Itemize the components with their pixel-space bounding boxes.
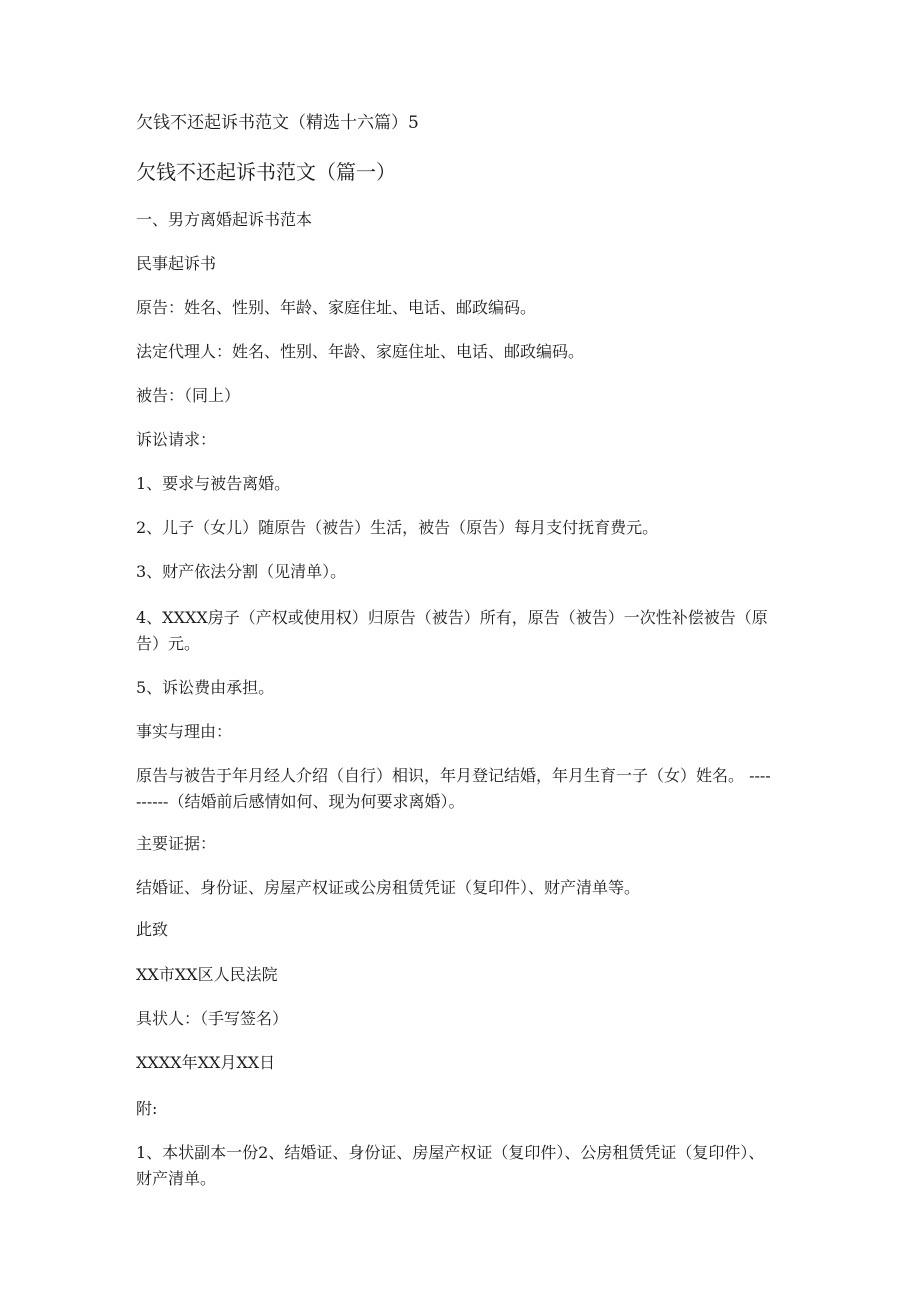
claim-item-3: 3、财产依法分割（见清单）。 <box>136 562 347 581</box>
claim-item-2: 2、儿子（女儿）随原告（被告）生活，被告（原告）每月支付抚育费元。 <box>136 518 659 537</box>
facts-paragraph: 原告与被告于年月经人介绍（自行）相识，年月登记结婚，年月生育一子（女）姓名。 ----------（结婚前后感情如何、现为何要求离婚）。 <box>136 766 771 811</box>
defendant-line: 被告：（同上） <box>136 386 241 405</box>
salutation: 此致 <box>136 920 169 939</box>
section-title: 欠钱不还起诉书范文（篇一） <box>136 160 396 184</box>
facts-heading: 事实与理由： <box>136 722 233 741</box>
document-title: 欠钱不还起诉书范文（精选十六篇）5 <box>136 113 419 133</box>
attachments-heading: 附: <box>136 1099 158 1118</box>
court-name: XX市XX区人民法院 <box>136 965 278 984</box>
heading-divorce-template: 一、男方离婚起诉书范本 <box>136 210 313 229</box>
signature-line: 具状人：（手写签名） <box>136 1009 289 1028</box>
attachments-list: 1、本状副本一份2、结婚证、身份证、房屋产权证（复印件）、公房租赁凭证（复印件）、财产清单。 <box>136 1143 765 1188</box>
claim-item-4: 4、XXXX房子（产权或使用权）归原告（被告）所有，原告（被告）一次性补偿被告（原告）元。 <box>136 608 768 653</box>
heading-civil-complaint: 民事起诉书 <box>136 254 217 273</box>
plaintiff-line: 原告：姓名、性别、年龄、家庭住址、电话、邮政编码。 <box>136 298 537 317</box>
legal-representative-line: 法定代理人：姓名、性别、年龄、家庭住址、电话、邮政编码。 <box>136 342 585 361</box>
date-line: XXXX年XX月XX日 <box>136 1053 276 1072</box>
claims-heading: 诉讼请求： <box>136 430 217 449</box>
evidence-list: 结婚证、身份证、房屋产权证或公房租赁凭证（复印件）、财产清单等。 <box>136 878 641 897</box>
evidence-heading: 主要证据： <box>136 834 217 853</box>
claim-item-1: 1、要求与被告离婚。 <box>136 474 291 493</box>
claim-item-5: 5、诉讼费由承担。 <box>136 678 275 697</box>
